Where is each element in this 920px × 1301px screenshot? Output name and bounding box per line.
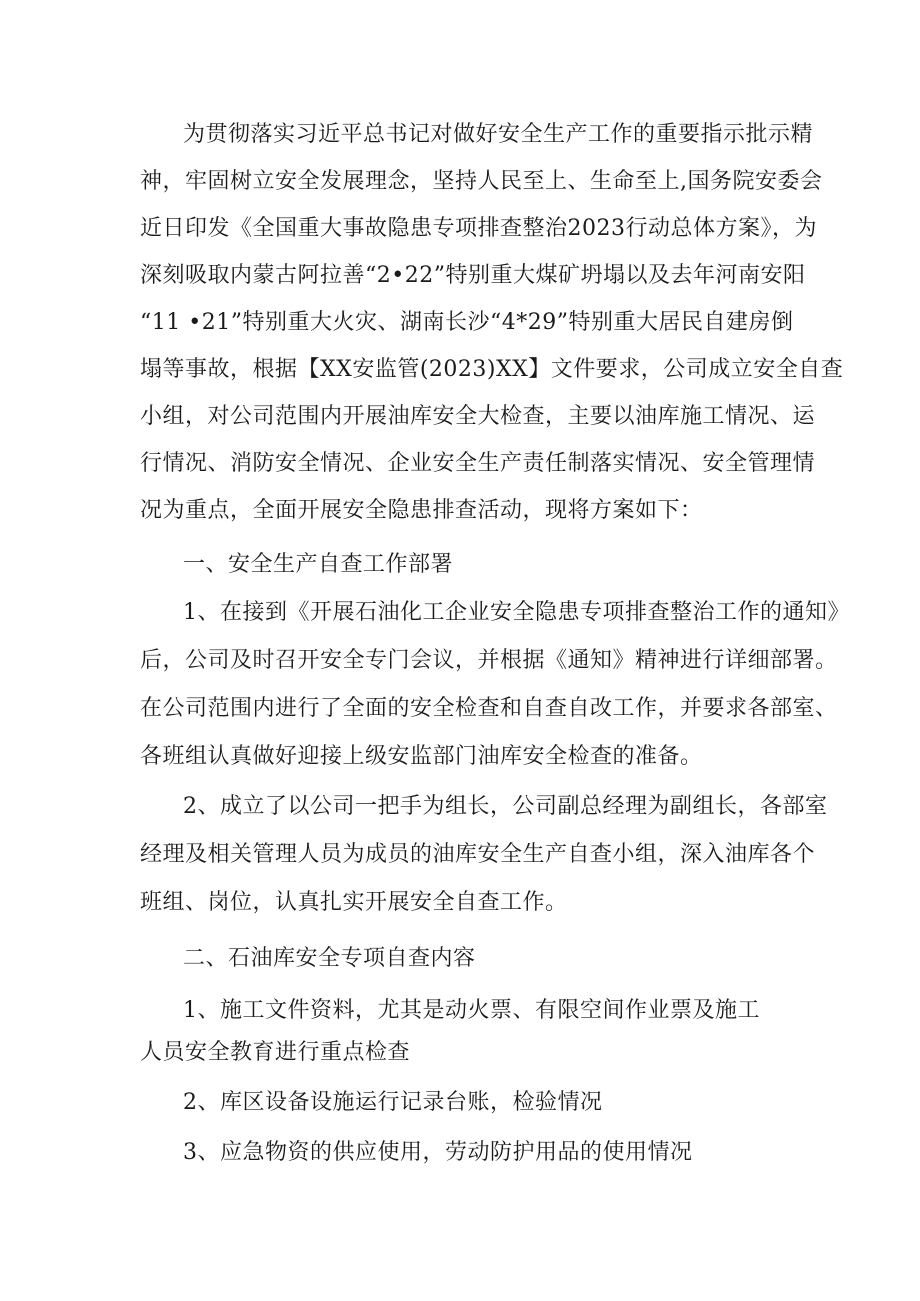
item-2-line-1: 2、成立了以公司一把手为组长，公司副总经理为副组长，各部室 [183,794,828,819]
paragraph-intro-line-8: 行情况、消防安全情况、企业安全生产责任制落实情况、安全管理情 [140,451,816,476]
paragraph-intro-line-7: 小组，对公司范围内开展油库安全大检查，主要以油库施工情况、运 [140,404,816,429]
paragraph-intro-line-1: 为贯彻落实习近平总书记对做好安全生产工作的重要指示批示精 [183,122,814,147]
paragraph-intro-line-4: 深刻吸取内蒙古阿拉善“2•22”特别重大煤矿坍塌以及去年河南安阳 [140,263,806,288]
paragraph-intro-line-3: 近日印发《全国重大事故隐患专项排查整治2023行动总体方案》，为 [140,216,817,241]
item-2-line-2: 经理及相关管理人员为成员的油库安全生产自查小组，深入油库各个 [140,842,816,867]
check-item-1-line-2: 人员安全教育进行重点检查 [140,1040,411,1065]
item-2-line-3: 班组、岗位，认真扎实开展安全自查工作。 [140,890,568,915]
paragraph-intro-line-6: 塌等事故，根据【XX安监管(2023)XX】文件要求，公司成立安全自查 [140,357,844,382]
paragraph-intro-line-5: “11 •21”特别重大火灾、湖南长沙“4*29”特别重大居民自建房倒 [140,310,794,335]
check-item-2: 2、库区设备设施运行记录台账，检验情况 [183,1090,603,1115]
check-item-1-line-1: 1、施工文件资料，尤其是动火票、有限空间作业票及施工 [183,998,760,1023]
check-item-3: 3、应急物资的供应使用，劳动防护用品的使用情况 [183,1140,693,1165]
item-1-line-1: 1、在接到《开展石油化工企业安全隐患专项排查整治工作的通知》 [183,600,850,625]
paragraph-intro-line-2: 神，牢固树立安全发展理念，坚持人民至上、生命至上,国务院安委会 [140,169,823,194]
paragraph-intro-line-9: 况为重点，全面开展安全隐患排查活动，现将方案如下： [140,498,703,523]
item-1-line-2: 后，公司及时召开安全专门会议，并根据《通知》精神进行详细部署。 [140,648,838,673]
section-heading-2: 二、石油库安全专项自查内容 [183,946,476,971]
item-1-line-4: 各班组认真做好迎接上级安监部门油库安全检查的准备。 [140,744,703,769]
item-1-line-3: 在公司范围内进行了全面的安全检查和自查自改工作，并要求各部室、 [140,696,838,721]
section-heading-1: 一、安全生产自查工作部署 [183,552,454,577]
